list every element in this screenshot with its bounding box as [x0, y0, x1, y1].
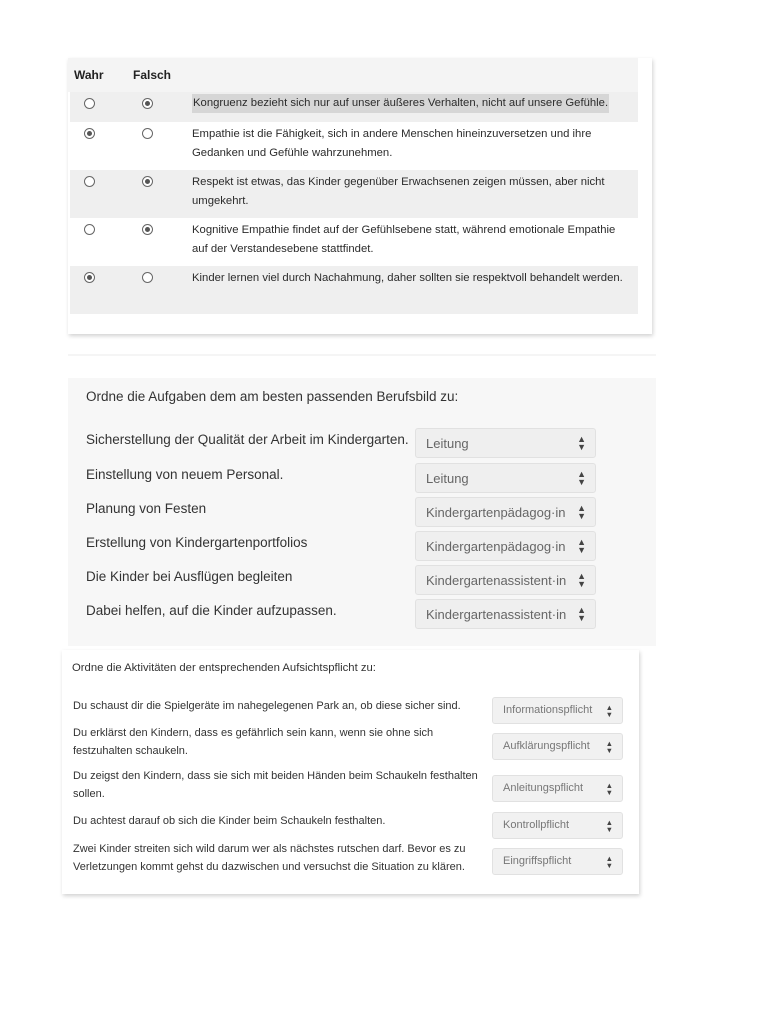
select-arrows-icon: ▲ ▼ — [605, 781, 613, 797]
role-select[interactable] — [415, 565, 596, 595]
activity-label: Du schaust dir die Spielgeräte im nahegelegenen Park an, ob diese sicher sind. — [73, 700, 461, 712]
select-arrows-icon: ▲ ▼ — [577, 605, 586, 623]
radio-false[interactable] — [142, 128, 153, 139]
task-label: Planung von Festen — [86, 501, 207, 516]
activity-label: Du achtest darauf ob sich die Kinder beim Schaukeln festhalten. — [73, 815, 386, 827]
duty-select[interactable] — [492, 848, 623, 875]
table-row — [70, 122, 638, 170]
question-title: Ordne die Aktivitäten der entsprechenden Aufsichtspflicht zu: — [72, 662, 376, 674]
role-select[interactable] — [415, 428, 596, 458]
radio-false[interactable] — [142, 272, 153, 283]
select-arrows-icon: ▲ ▼ — [605, 818, 613, 834]
select-value: Kontrollpflicht — [503, 819, 570, 831]
select-arrows-icon: ▲ ▼ — [605, 739, 613, 755]
select-value: Informationspflicht — [503, 704, 593, 716]
select-arrows-icon: ▲ ▼ — [577, 537, 586, 555]
statement-text: Kognitive Empathie findet auf der Gefühlsebene statt, während emotionale Empathie auf der Verstandesebene stattfindet. — [192, 224, 616, 255]
radio-true[interactable] — [84, 272, 95, 283]
question-title: Ordne die Aufgaben dem am besten passenden Berufsbild zu: — [86, 389, 459, 404]
task-label: Einstellung von neuem Personal. — [86, 467, 284, 482]
header-false: Falsch — [133, 68, 172, 82]
radio-false[interactable] — [142, 98, 153, 109]
berufsbild-matching — [68, 378, 656, 646]
select-value: Leitung — [426, 436, 469, 451]
radio-true[interactable] — [84, 128, 95, 139]
true-false-quiz — [68, 58, 652, 334]
select-arrows-icon: ▲ ▼ — [577, 571, 586, 589]
table-row — [70, 170, 638, 218]
task-label: Sicherstellung der Qualität der Arbeit im Kindergarten. — [86, 432, 409, 447]
task-label: Dabei helfen, auf die Kinder aufzupassen. — [86, 603, 337, 618]
select-value: Kindergartenassistent·in — [426, 573, 567, 588]
select-value: Anleitungspflicht — [503, 782, 584, 794]
statement-text: Kongruenz bezieht sich nur auf unser äußeres Verhalten, nicht auf unsere Gefühle. — [192, 94, 609, 113]
select-value: Kindergartenpädagog·in — [426, 505, 566, 520]
role-select[interactable] — [415, 463, 596, 493]
duty-select[interactable] — [492, 733, 623, 760]
table-row — [70, 92, 638, 122]
select-value: Kindergartenpädagog·in — [426, 539, 566, 554]
select-value: Kindergartenassistent·in — [426, 607, 567, 622]
duty-select[interactable] — [492, 775, 623, 802]
task-label: Erstellung von Kindergartenportfolios — [86, 535, 308, 550]
select-value: Aufklärungspflicht — [503, 740, 590, 752]
select-value: Eingriffspflicht — [503, 855, 572, 867]
table-row — [70, 266, 638, 314]
header-true: Wahr — [74, 68, 104, 82]
select-arrows-icon: ▲ ▼ — [577, 434, 586, 452]
role-select[interactable] — [415, 531, 596, 561]
aufsichtspflicht-matching — [62, 650, 639, 894]
divider — [68, 354, 656, 356]
role-select[interactable] — [415, 497, 596, 527]
select-arrows-icon: ▲ ▼ — [577, 503, 586, 521]
select-arrows-icon: ▲ ▼ — [577, 469, 586, 487]
select-arrows-icon: ▲ ▼ — [605, 854, 613, 870]
role-select[interactable] — [415, 599, 596, 629]
table-row — [70, 218, 638, 266]
statement-text: Empathie ist die Fähigkeit, sich in andere Menschen hineinzuversetzen und ihre Gedanken und Gefühle wahrzunehmen. — [192, 128, 592, 159]
radio-true[interactable] — [84, 98, 95, 109]
activity-label: Du zeigst den Kindern, dass sie sich mit beiden Händen beim Schaukeln festhalten sollen. — [73, 770, 478, 800]
activity-label: Zwei Kinder streiten sich wild darum wer als nächstes rutschen darf. Bevor es zu Verletzungen kommt gehst du dazwischen und versuchst die Situation zu klären. — [73, 843, 466, 873]
activity-label: Du erklärst den Kindern, dass es gefährlich sein kann, wenn sie ohne sich festzuhalten schaukeln. — [73, 727, 434, 757]
duty-select[interactable] — [492, 812, 623, 839]
radio-false[interactable] — [142, 224, 153, 235]
select-value: Leitung — [426, 471, 469, 486]
statement-text: Kinder lernen viel durch Nachahmung, daher sollten sie respektvoll behandelt werden. — [192, 272, 623, 284]
radio-true[interactable] — [84, 176, 95, 187]
select-arrows-icon: ▲ ▼ — [605, 703, 613, 719]
radio-false[interactable] — [142, 176, 153, 187]
duty-select[interactable] — [492, 697, 623, 724]
task-label: Die Kinder bei Ausflügen begleiten — [86, 569, 293, 584]
table-header — [68, 58, 638, 92]
radio-true[interactable] — [84, 224, 95, 235]
statement-text: Respekt ist etwas, das Kinder gegenüber Erwachsenen zeigen müssen, aber nicht umgekehrt. — [192, 176, 605, 207]
